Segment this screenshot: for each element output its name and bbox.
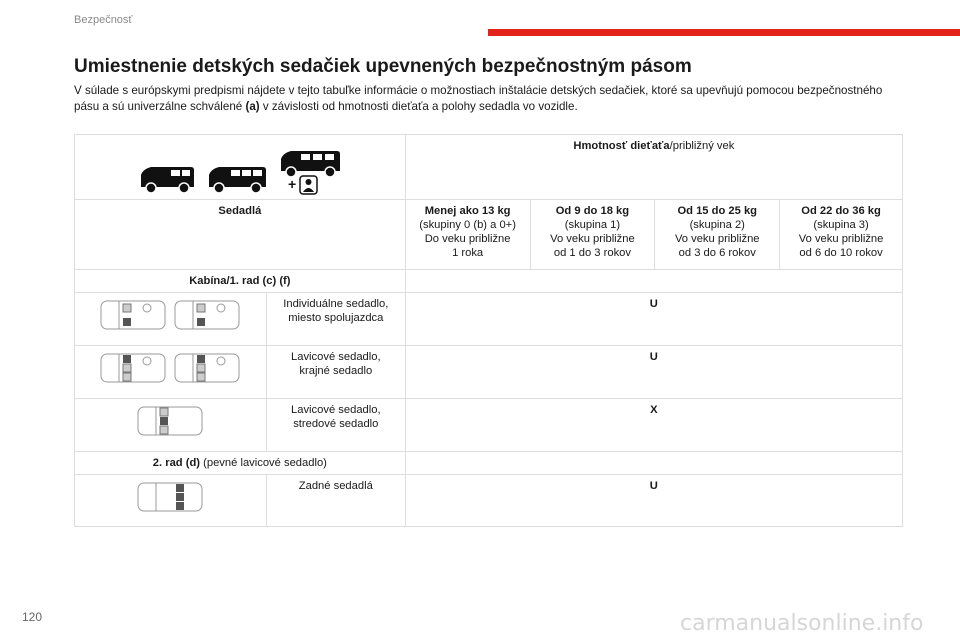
van-top-view-icon	[173, 350, 241, 386]
section-label: Bezpečnosť	[74, 14, 133, 26]
seat-diagram-cell	[75, 475, 267, 527]
section-row-empty	[405, 452, 902, 475]
van-top-view-icon	[136, 403, 204, 439]
seat-value: X	[405, 399, 902, 452]
seat-description: Lavicové sedadlo, krajné sedadlo	[266, 346, 405, 399]
seats-header: Sedadlá	[75, 200, 406, 270]
section-row-cabin: Kabína/1. rad (c) (f)	[75, 270, 406, 293]
van-long-with-seat-group	[277, 145, 343, 195]
child-seat-icon	[287, 175, 321, 195]
seat-description: Individuálne sedadlo, miesto spolujazdca	[266, 293, 405, 346]
seat-diagram-cell	[75, 346, 267, 399]
seat-description: Zadné sedadlá	[266, 475, 405, 527]
seat-diagram-cell	[75, 293, 267, 346]
group-cell: Menej ako 13 kg (skupiny 0 (b) a 0+) Do veku približne 1 roka	[405, 200, 530, 270]
seat-value: U	[405, 346, 902, 399]
watermark: carmanualsonline.info	[680, 611, 924, 636]
van-top-view-icon	[99, 350, 167, 386]
group-cell: Od 22 do 36 kg (skupina 3) Vo veku približne od 6 do 10 rokov	[780, 200, 903, 270]
section-accent-bar	[488, 29, 960, 36]
page-number: 120	[22, 610, 43, 624]
group-cell: Od 9 do 18 kg (skupina 1) Vo veku približne od 1 do 3 rokov	[530, 200, 655, 270]
van-top-view-icon	[136, 479, 204, 515]
van-short-icon	[137, 161, 197, 195]
section-row-empty	[405, 270, 902, 293]
section-row-second: 2. rad (d) (pevné lavicové sedadlo)	[75, 452, 406, 475]
seat-value: U	[405, 293, 902, 346]
van-medium-icon	[205, 161, 269, 195]
svg-text:+: +	[287, 176, 297, 192]
page-title: Umiestnenie detských sedačiek upevnených bezpečnostným pásom	[74, 56, 692, 77]
seat-description: Lavicové sedadlo, stredové sedadlo	[266, 399, 405, 452]
intro-paragraph: V súlade s európskymi predpismi nájdete v tejto tabuľke informácie o možnostiach inštalácie detských sedačiek, ktoré sa upevňujú pomocou bezpečnostného pásu a sú univerzálne schválené (a) v závislosti od hmotnosti dieťaťa a polohy sedadla vo vozidle.	[74, 84, 883, 113]
van-top-view-icon	[99, 297, 167, 333]
vehicle-variants-cell	[75, 135, 406, 200]
van-long-icon	[277, 145, 343, 179]
child-seat-table	[74, 134, 903, 527]
group-cell: Od 15 do 25 kg (skupina 2) Vo veku približne od 3 do 6 rokov	[655, 200, 780, 270]
van-top-view-icon	[173, 297, 241, 333]
seat-value: U	[405, 475, 902, 527]
weight-header-cell: Hmotnosť dieťaťa/približný vek	[405, 135, 902, 200]
seat-diagram-cell	[75, 399, 267, 452]
